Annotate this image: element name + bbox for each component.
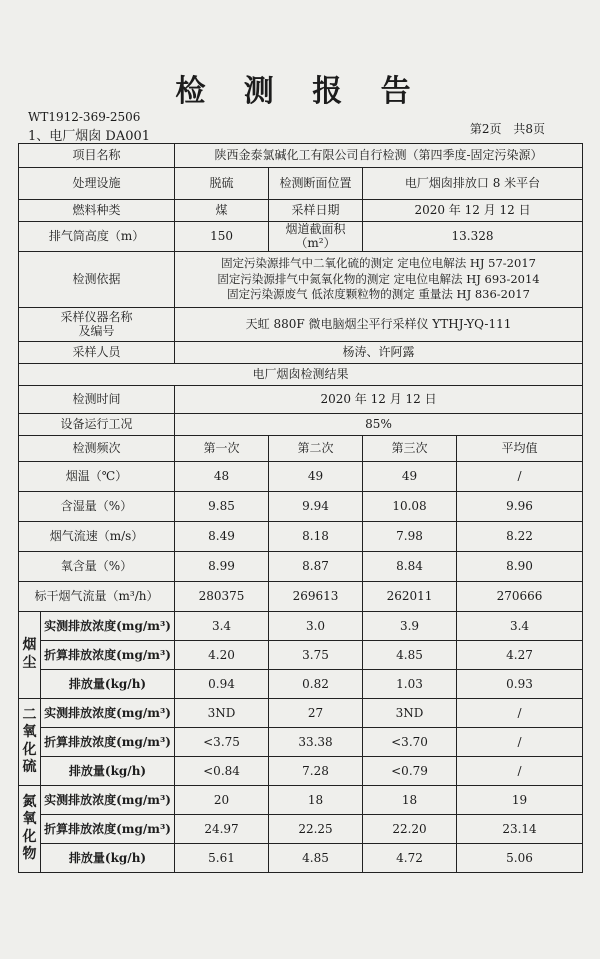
instrument-value: 天虹 880F 微电脑烟尘平行采样仪 YTHJ-YQ-111 — [175, 307, 583, 341]
sample-date-value: 2020 年 12 月 12 日 — [363, 200, 583, 222]
position-value: 电厂烟囱排放口 8 米平台 — [363, 168, 583, 200]
condition-value: 85% — [175, 413, 583, 435]
position-label: 检测断面位置 — [269, 168, 363, 200]
group-label-char: 烟 — [22, 637, 37, 654]
row-label: 标干烟气流量（m³/h） — [19, 581, 175, 611]
data-cell: 10.08 — [363, 491, 457, 521]
data-cell: 262011 — [363, 581, 457, 611]
data-cell: <3.70 — [363, 727, 457, 756]
test-time-row — [19, 385, 583, 413]
data-cell: 3.0 — [269, 611, 363, 640]
data-row — [19, 611, 583, 640]
data-cell: 4.85 — [363, 640, 457, 669]
results-title-row — [19, 363, 583, 385]
data-cell: 7.28 — [269, 756, 363, 785]
data-cell: 18 — [363, 785, 457, 814]
data-cell: 22.25 — [269, 814, 363, 843]
data-row — [19, 756, 583, 785]
row-label: 实测排放浓度(mg/m³) — [41, 611, 175, 640]
basis-row — [19, 251, 583, 307]
data-cell: 8.22 — [457, 521, 583, 551]
data-row — [19, 814, 583, 843]
row-label: 含湿量（%） — [19, 491, 175, 521]
row-label: 折算排放浓度(mg/m³) — [41, 727, 175, 756]
row-label: 排放量(kg/h) — [41, 756, 175, 785]
basis-label: 检测依据 — [19, 251, 175, 307]
column-header: 平均值 — [457, 435, 583, 461]
data-cell: / — [457, 756, 583, 785]
area-label: 烟道截面积（m²） — [269, 222, 363, 252]
sampler-label: 采样人员 — [19, 341, 175, 363]
facility-label: 处理设施 — [19, 168, 175, 200]
sample-date-label: 采样日期 — [269, 200, 363, 222]
data-cell: 3.9 — [363, 611, 457, 640]
data-cell: 18 — [269, 785, 363, 814]
data-cell: 4.27 — [457, 640, 583, 669]
data-cell: 9.94 — [269, 491, 363, 521]
project-label: 项目名称 — [19, 144, 175, 168]
data-cell: 8.99 — [175, 551, 269, 581]
data-row — [19, 785, 583, 814]
data-row — [19, 640, 583, 669]
group-label-char: 二 — [22, 706, 37, 723]
column-header: 第二次 — [269, 435, 363, 461]
document-number: WT1912-369-2506 — [28, 110, 141, 124]
group-label-so2 — [19, 698, 41, 785]
data-cell: 4.85 — [269, 843, 363, 872]
data-cell: 0.93 — [457, 669, 583, 698]
data-cell: / — [457, 727, 583, 756]
group-label-char: 尘 — [22, 654, 37, 671]
height-value: 150 — [175, 222, 269, 252]
data-cell: <0.79 — [363, 756, 457, 785]
fuel-row — [19, 200, 583, 222]
instrument-label-line: 及编号 — [78, 324, 115, 339]
group-label-char: 氧 — [22, 811, 37, 828]
group-label-char: 物 — [22, 846, 37, 863]
data-cell: 9.85 — [175, 491, 269, 521]
basis-line: 固定污染源排气中二氧化硫的测定 定电位电解法 HJ 57-2017 — [221, 256, 536, 270]
instrument-label-line: 采样仪器名称 — [60, 309, 133, 324]
data-cell: 27 — [269, 698, 363, 727]
basis-line: 固定污染源废气 低浓度颗粒物的测定 重量法 HJ 836-2017 — [227, 287, 530, 302]
group-label-char: 氧 — [22, 724, 37, 741]
row-label: 实测排放浓度(mg/m³) — [41, 698, 175, 727]
test-time-label: 检测时间 — [19, 385, 175, 413]
group-label-char: 化 — [22, 741, 37, 758]
data-cell: 22.20 — [363, 814, 457, 843]
results-title: 电厂烟囱检测结果 — [19, 363, 583, 385]
group-label-nox — [19, 785, 41, 872]
report-title: 检 测 报 告 — [175, 74, 425, 109]
data-cell: 49 — [363, 461, 457, 491]
data-cell: 8.90 — [457, 551, 583, 581]
data-cell: 3.75 — [269, 640, 363, 669]
height-row — [19, 222, 583, 252]
row-label: 烟温（℃） — [19, 461, 175, 491]
data-cell: / — [457, 698, 583, 727]
data-cell: 19 — [457, 785, 583, 814]
data-cell: 33.38 — [269, 727, 363, 756]
data-cell: 23.14 — [457, 814, 583, 843]
group-label-char: 化 — [22, 828, 37, 845]
data-row — [19, 698, 583, 727]
data-row — [19, 669, 583, 698]
group-label-dust — [19, 611, 41, 698]
data-row — [19, 727, 583, 756]
row-label: 氧含量（%） — [19, 551, 175, 581]
condition-row — [19, 413, 583, 435]
row-label: 折算排放浓度(mg/m³) — [41, 640, 175, 669]
row-label: 排放量(kg/h) — [41, 843, 175, 872]
data-cell: 8.18 — [269, 521, 363, 551]
data-cell: 270666 — [457, 581, 583, 611]
data-cell: 0.94 — [175, 669, 269, 698]
fuel-label: 燃料种类 — [19, 200, 175, 222]
data-row — [19, 521, 583, 551]
data-row — [19, 461, 583, 491]
facility-value: 脱硫 — [175, 168, 269, 200]
instrument-row — [19, 307, 583, 341]
project-row — [19, 144, 583, 168]
row-label: 排放量(kg/h) — [41, 669, 175, 698]
data-cell: / — [457, 461, 583, 491]
sampler-value: 杨涛、许阿露 — [175, 341, 583, 363]
data-cell: 9.96 — [457, 491, 583, 521]
data-cell: 0.82 — [269, 669, 363, 698]
data-cell: 4.72 — [363, 843, 457, 872]
instrument-label — [19, 307, 175, 341]
data-cell: 269613 — [269, 581, 363, 611]
page-number: 第2页 — [469, 122, 502, 136]
facility-row — [19, 168, 583, 200]
row-label: 烟气流速（m/s） — [19, 521, 175, 551]
data-row — [19, 581, 583, 611]
data-cell: 8.84 — [363, 551, 457, 581]
area-value: 13.328 — [363, 222, 583, 252]
frequency-header-row — [19, 435, 583, 461]
data-cell: 1.03 — [363, 669, 457, 698]
basis-line: 固定污染源排气中氮氧化物的测定 定电位电解法 HJ 693-2014 — [217, 271, 540, 286]
data-cell: 8.87 — [269, 551, 363, 581]
data-cell: 49 — [269, 461, 363, 491]
page-total: 共8页 — [513, 122, 545, 136]
data-cell: 3.4 — [457, 611, 583, 640]
data-cell: 280375 — [175, 581, 269, 611]
report-table — [18, 143, 583, 873]
group-label-char: 硫 — [22, 759, 37, 776]
condition-label: 设备运行工况 — [19, 413, 175, 435]
row-label: 折算排放浓度(mg/m³) — [41, 814, 175, 843]
data-cell: 7.98 — [363, 521, 457, 551]
data-row — [19, 843, 583, 872]
basis-value — [175, 251, 583, 307]
data-cell: 3ND — [175, 698, 269, 727]
data-cell: <3.75 — [175, 727, 269, 756]
sampler-row — [19, 341, 583, 363]
frequency-label: 检测频次 — [19, 435, 175, 461]
data-cell: 8.49 — [175, 521, 269, 551]
column-header: 第三次 — [363, 435, 457, 461]
project-value: 陕西金泰氯碱化工有限公司自行检测（第四季度-固定污染源） — [175, 144, 583, 168]
group-label-char: 氮 — [22, 793, 37, 810]
fuel-value: 煤 — [175, 200, 269, 222]
test-time-value: 2020 年 12 月 12 日 — [175, 385, 583, 413]
height-label: 排气筒高度（m） — [19, 222, 175, 252]
data-cell: 3ND — [363, 698, 457, 727]
data-cell: 24.97 — [175, 814, 269, 843]
data-cell: <0.84 — [175, 756, 269, 785]
section-heading: 1、电厂烟囱 DA001 — [28, 129, 151, 144]
data-row — [19, 491, 583, 521]
data-cell: 20 — [175, 785, 269, 814]
data-cell: 3.4 — [175, 611, 269, 640]
column-header: 第一次 — [175, 435, 269, 461]
page-indicator — [462, 120, 545, 137]
data-cell: 5.06 — [457, 843, 583, 872]
data-row — [19, 551, 583, 581]
data-cell: 5.61 — [175, 843, 269, 872]
row-label: 实测排放浓度(mg/m³) — [41, 785, 175, 814]
data-cell: 48 — [175, 461, 269, 491]
data-cell: 4.20 — [175, 640, 269, 669]
